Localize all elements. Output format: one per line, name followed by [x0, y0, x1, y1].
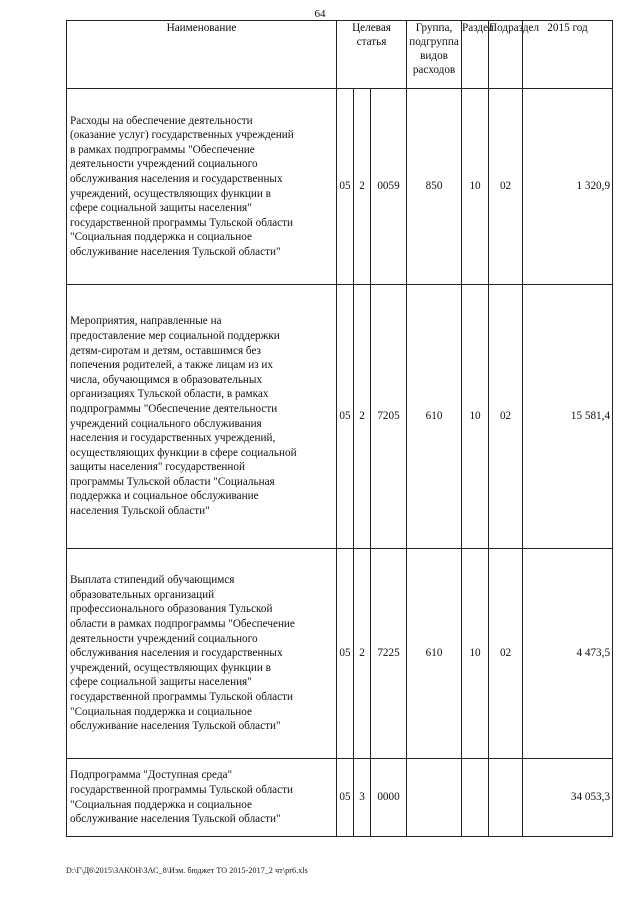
row-name-line: организациях Тульской области, в рамках: [70, 388, 269, 401]
file-path-footer: D:\Г\Д6\2015\ЗАКОН\ЗАС_8\Изм. бюджет ТО 2015-2017_2 чт\pr6.xls: [66, 866, 308, 875]
row-name-line: защиты населения" государственной: [70, 461, 245, 474]
subsection-code: [489, 759, 523, 837]
row-name-line: осуществляющих функции в сфере социальной: [70, 446, 297, 459]
target-article-part2: 3: [354, 759, 371, 837]
expense-group: 610: [407, 285, 462, 549]
header-group: Группа, подгруппа видов расходов: [407, 21, 462, 89]
row-name-line: учреждений, осуществляющих функции в: [70, 661, 271, 674]
row-name-line: (оказание услуг) государственных учреждений: [70, 129, 294, 142]
row-name-line: образовательных организаций: [70, 588, 215, 601]
section-code: 10: [462, 549, 489, 759]
target-article-part1: 05: [337, 285, 354, 549]
expense-group: 850: [407, 89, 462, 285]
row-name-line: Подпрограмма "Доступная среда": [70, 769, 233, 782]
target-article-part2: 2: [354, 549, 371, 759]
row-name-line: детям-сиротам и детям, оставшимся без: [70, 344, 261, 357]
expense-group: [407, 759, 462, 837]
amount-2015: 34 053,3: [523, 759, 613, 837]
target-article-part1: 05: [337, 89, 354, 285]
row-name-line: "Социальная поддержка и социальное: [70, 798, 252, 811]
amount-2015: 15 581,4: [523, 285, 613, 549]
target-article-part2: 2: [354, 89, 371, 285]
row-name-line: подпрограммы "Обеспечение деятельности: [70, 402, 278, 415]
target-article-part3: 0000: [371, 759, 407, 837]
row-name-line: программы Тульской области "Социальная: [70, 475, 275, 488]
amount-2015: 1 320,9: [523, 89, 613, 285]
row-name-line: обслуживание населения Тульской области": [70, 245, 281, 258]
row-name: [67, 759, 337, 837]
page-number: 64: [314, 8, 326, 20]
row-name-line: "Социальная поддержка и социальное: [70, 231, 252, 244]
subsection-code: 02: [489, 285, 523, 549]
row-name-line: предоставление мер социальной поддержки: [70, 329, 280, 342]
row-name-line: поддержка и социальное обслуживание: [70, 490, 259, 503]
table-row: [67, 549, 613, 759]
table-row: [67, 285, 613, 549]
section-code: 10: [462, 285, 489, 549]
subsection-code: 02: [489, 89, 523, 285]
target-article-part3: 0059: [371, 89, 407, 285]
row-name-line: населения Тульской области": [70, 505, 210, 518]
budget-table: [66, 20, 613, 837]
table-row: [67, 759, 613, 837]
row-name-line: государственной программы Тульской области: [70, 690, 293, 703]
row-name-line: области в рамках подпрограммы "Обеспечение: [70, 618, 295, 631]
row-name-line: сфере социальной защиты населения": [70, 202, 252, 215]
row-name-line: в рамках подпрограммы "Обеспечение: [70, 143, 255, 156]
row-name-line: профессионального образования Тульской: [70, 603, 273, 616]
header-section: Раздел: [462, 21, 489, 89]
row-name-line: населения и государственных учреждений,: [70, 432, 276, 445]
header-name: Наименование: [67, 21, 337, 89]
row-name-line: сфере социальной защиты населения": [70, 676, 252, 689]
header-subsection: Подраздел: [489, 21, 523, 89]
expense-group: 610: [407, 549, 462, 759]
row-name-line: государственной программы Тульской области: [70, 216, 293, 229]
row-name-line: деятельности учреждений социального: [70, 632, 258, 645]
amount-2015: 4 473,5: [523, 549, 613, 759]
row-name-line: учреждений, осуществляющих функции в: [70, 187, 271, 200]
section-code: [462, 759, 489, 837]
row-name-line: обслуживание населения Тульской области": [70, 813, 281, 826]
row-name-line: Выплата стипендий обучающимся: [70, 574, 235, 587]
row-name-line: деятельности учреждений социального: [70, 158, 258, 171]
row-name-line: "Социальная поддержка и социальное: [70, 705, 252, 718]
header-target-article: Целевая статья: [337, 21, 407, 89]
row-name: [67, 549, 337, 759]
row-name-line: Расходы на обеспечение деятельности: [70, 114, 253, 127]
row-name-line: обслуживания населения и государственных: [70, 647, 283, 660]
target-article-part1: 05: [337, 549, 354, 759]
section-code: 10: [462, 89, 489, 285]
row-name-line: Мероприятия, направленные на: [70, 315, 222, 328]
target-article-part3: 7205: [371, 285, 407, 549]
target-article-part3: 7225: [371, 549, 407, 759]
row-name-line: числа, обучающимся в образовательных: [70, 373, 263, 386]
target-article-part1: 05: [337, 759, 354, 837]
row-name-line: обслуживания населения и государственных: [70, 172, 283, 185]
subsection-code: 02: [489, 549, 523, 759]
row-name: [67, 89, 337, 285]
table-row: [67, 89, 613, 285]
row-name-line: учреждений социального обслуживания: [70, 417, 262, 430]
target-article-part2: 2: [354, 285, 371, 549]
row-name-line: государственной программы Тульской области: [70, 783, 293, 796]
row-name: [67, 285, 337, 549]
row-name-line: попечения родителей, а также лицам из их: [70, 359, 274, 372]
header-year: 2015 год: [523, 21, 613, 89]
row-name-line: обслуживание населения Тульской области": [70, 720, 281, 733]
